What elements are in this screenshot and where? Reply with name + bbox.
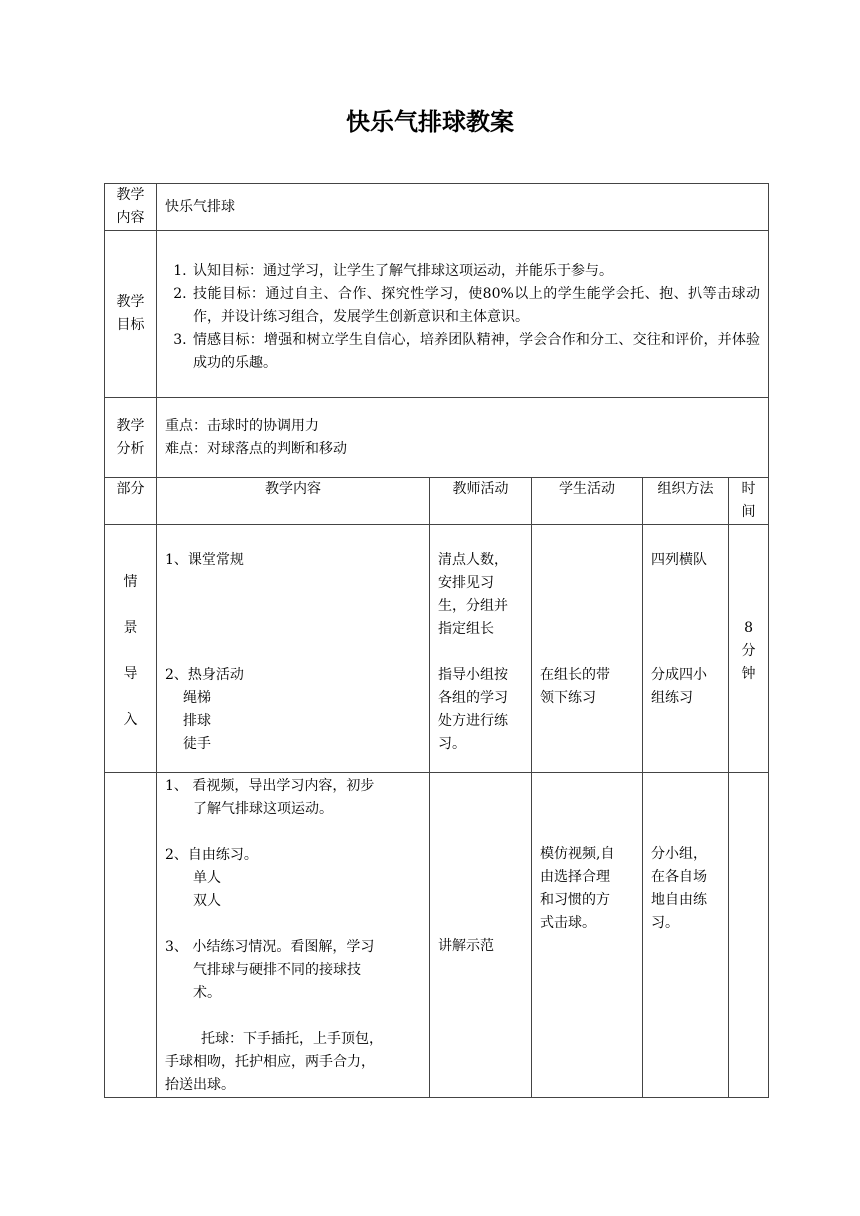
spacer [165,913,421,936]
spacer [113,594,148,617]
section-intro-content [157,525,430,773]
spacer [651,618,720,641]
header-content: 教学内容 [157,478,430,525]
spacer [651,572,720,595]
section-intro-student [532,525,643,773]
header-org: 组织方法 [643,478,729,525]
spacer [651,641,720,664]
spacer [438,641,523,664]
content-row [105,184,769,231]
practice-sub-item: 双人 [193,893,221,909]
section-practice-content [157,773,430,1098]
tuo-ball-line: 托球：下手插托，上手顶包， [201,1031,383,1047]
analysis-label-line: 教学 [116,417,145,434]
teacher-line: 处方进行练 [438,713,508,729]
analysis-cell [157,398,769,478]
teacher-line: 生，分组并 [438,598,508,614]
analysis-label [105,398,157,478]
teacher-line: 讲解示范 [438,938,494,954]
part-char: 景 [123,620,138,636]
key-point: 重点：击球时的协调用力 [165,417,319,434]
org-line: 地自由练 [651,892,707,908]
spacer [113,640,148,663]
goal-item-emotion: 3. 情感目标：增强和树立学生自信心，培养团队精神，学会合作和分工、交往和评价，并体验成功的乐趣。 [191,329,760,375]
teacher-line: 清点人数， [438,552,508,568]
header-time-line: 时 [741,481,756,497]
header-student: 学生活动 [532,478,643,525]
practice-line: 3、 小结练习情况。看图解，学习 [165,939,375,955]
page-title: 快乐气排球教案 [346,108,514,136]
student-line: 在组长的带 [540,667,610,683]
section-practice-part [105,773,157,1098]
org-line: 习。 [651,915,679,931]
section-intro-part [105,525,157,773]
section-practice-teacher [430,773,532,1098]
teacher-line: 指导小组按 [438,667,508,683]
practice-line: 1、 看视频，导出学习内容，初步 [165,778,375,794]
difficult-point: 难点：对球落点的判断和移动 [165,440,347,457]
section-intro-row [105,525,769,773]
header-teacher: 教师活动 [430,478,532,525]
org-line: 分成四小 [651,667,707,683]
org-line: 分小组， [651,846,707,862]
lesson-plan-table [104,183,769,1098]
analysis-label-line: 分析 [116,440,145,457]
org-line: 四列横队 [651,552,707,568]
spacer [165,1005,421,1028]
spacer [165,821,421,844]
header-time-line: 间 [741,504,756,520]
warmup-sub-item: 绳梯 [183,690,211,706]
practice-line: 了解气排球这项运动。 [193,801,333,817]
student-line: 领下练习 [540,690,596,706]
practice-line: 气排球与硬排不同的接球技 [193,962,361,978]
student-line: 和习惯的方 [540,892,610,908]
section-practice-row [105,773,769,1098]
section-practice-time [729,773,769,1098]
student-line: 式击球。 [540,915,596,931]
section-practice-org [643,773,729,1098]
header-part: 部分 [105,478,157,525]
tuo-ball-line: 手球相吻，托护相应，两手合力， [165,1054,375,1070]
content-label [105,184,157,231]
teacher-line: 指定组长 [438,621,494,637]
org-line: 在各自场 [651,869,707,885]
time-line: 8 [744,620,753,636]
goals-label-line: 教学 [116,294,145,310]
part-char: 导 [123,666,138,682]
goal-item-skill: 2. 技能目标：通过自主、合作、探究性学习，使80%以上的学生能学会托、抱、扒等击球动作，并设计练习组合，发展学生创新意识和主体意识。 [191,283,760,329]
spacer [113,686,148,709]
student-line: 由选择合理 [540,869,610,885]
warmup-sub-item: 排球 [183,713,211,729]
practice-sub-item: 单人 [193,870,221,886]
spacer [165,641,421,664]
part-char: 入 [123,712,138,728]
tuo-ball-line: 抬送出球。 [165,1077,235,1093]
student-line: 模仿视频,自 [540,846,615,862]
goals-row [105,231,769,398]
time-line: 分 [741,643,756,659]
table-header-row [105,478,769,525]
part-char: 情 [123,574,138,590]
goals-label [105,231,157,398]
teacher-line: 安排见习 [438,575,494,591]
warmup-sub-item: 徒手 [183,736,211,752]
section-intro-org [643,525,729,773]
content-value: 快乐气排球 [157,184,769,231]
time-line: 钟 [741,666,756,682]
spacer [165,618,421,641]
section-intro-teacher [430,525,532,773]
goals-label-line: 目标 [116,317,145,333]
spacer [165,572,421,595]
goals-list [165,260,760,375]
practice-line: 术。 [193,985,221,1001]
teacher-line: 各组的学习 [438,690,508,706]
content-label-line: 内容 [116,210,145,226]
analysis-row [105,398,769,478]
goals-cell [157,231,769,398]
warmup-item: 2、热身活动 [165,667,244,683]
spacer [165,595,421,618]
content-label-line: 教学 [116,187,145,203]
section-practice-student [532,773,643,1098]
org-line: 组练习 [651,690,693,706]
practice-line: 2、自由练习。 [165,847,258,863]
routine-item: 1、课堂常规 [165,552,244,568]
spacer [651,595,720,618]
teacher-line: 习。 [438,736,466,752]
goal-item-cognitive: 1. 认知目标：通过学习，让学生了解气排球这项运动，并能乐于参与。 [191,260,760,283]
header-time [729,478,769,525]
section-intro-time [729,525,769,773]
